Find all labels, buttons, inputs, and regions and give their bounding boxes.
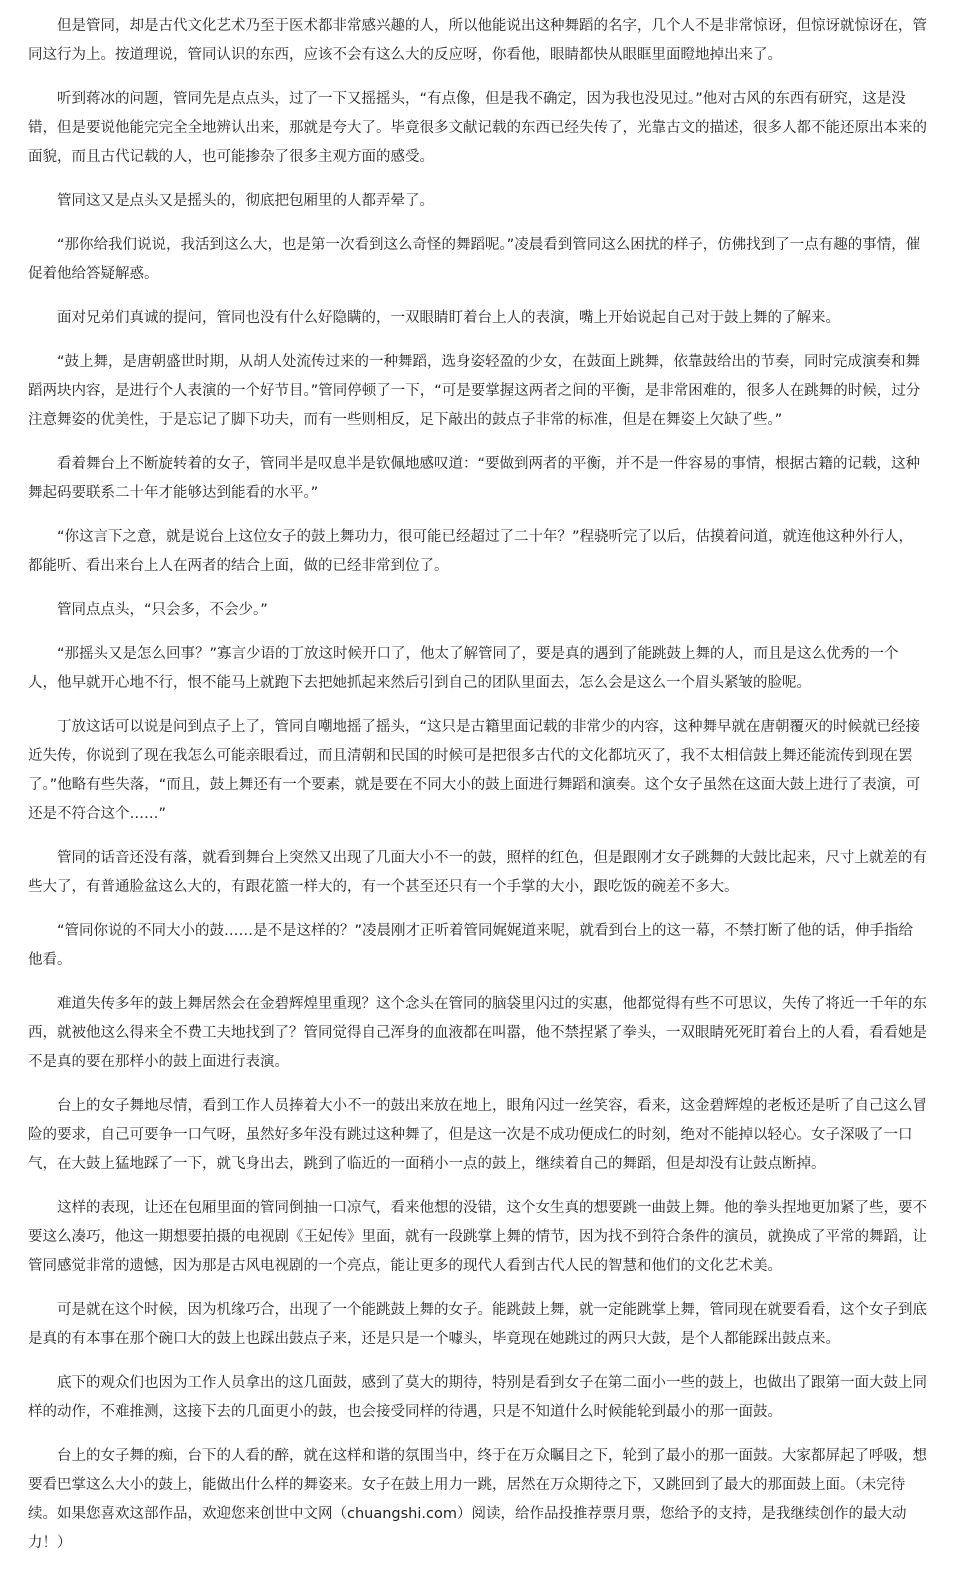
paragraph: 管同点点头，“只会多，不会少。” [28, 602, 268, 618]
paragraph: 丁放这话可以说是问到点子上了，管同自嘲地摇了摇头，“这只是古籍里面记载的非常少的内容，这种舞早就在唐朝覆灭的时候就已经接近失传，你说到了现在我怎么可能亲眼看过，而且清朝和民国的时候可是把很多古代的文化都坑灭了，我不太相信鼓上舞还能流传到现在罢了。”他略有些失落，“而且，鼓上舞还有一个要素，就是要在不同大小的鼓上面进行舞蹈和演奏。这个女子虽然在这面大鼓上进行了表演，可还是不符合这个……” [28, 719, 921, 822]
paragraph: 管同这又是点头又是摇头的，彻底把包厢里的人都弄晕了。 [28, 193, 434, 209]
paragraph: 面对兄弟们真诚的提问，管同也没有什么好隐瞒的，一双眼睛盯着台上人的表演，嘴上开始说起自己对于鼓上舞的了解来。 [28, 310, 840, 326]
paragraph: “你这言下之意，就是说台上这位女子的鼓上舞功力，很可能已经超过了二十年？”程骁听完了以后，估摸着问道，就连他这种外行人，都能听、看出来台上人在两者的结合上面，做的已经非常到位了。 [28, 529, 914, 574]
paragraph: 台上的女子舞的痴，台下的人看的醉，就在这样和谐的氛围当中，终于在万众瞩目之下，轮到了最小的那一面鼓。大家都屏起了呼吸，想要看巴掌这么大小的鼓上，能做出什么样的舞姿来。女子在鼓上用力一跳，居然在万众期待之下，又跳回到了最大的那面鼓上面。（未完待续。如果您喜欢这部作品，欢迎您来创世中文网（chuangshi.com）阅读，给作品投推荐票月票，您给予的支持，是我继续创作的最大动力！） [28, 1448, 927, 1551]
paragraph: “那摇头又是怎么回事？”寡言少语的丁放这时候开口了，他太了解管同了，要是真的遇到了能跳鼓上舞的人，而且是这么优秀的一个人，他早就开心地不行，恨不能马上就跑下去把她抓起来然后引到自己的团队里面去，怎么会是这么一个眉头紧皱的脸呢。 [28, 646, 899, 691]
paragraph: 台上的女子舞地尽情，看到工作人员捧着大小不一的鼓出来放在地上，眼角闪过一丝笑容，看来，这金碧辉煌的老板还是听了自己这么冒险的要求，自己可要争一口气呀，虽然好多年没有跳过这种舞了，但是这一次是不成功便成仁的时刻，绝对不能掉以轻心。女子深吸了一口气，在大鼓上猛地踩了一下，就飞身出去，跳到了临近的一面稍小一点的鼓上，继续着自己的舞蹈，但是却没有让鼓点断掉。 [28, 1098, 927, 1172]
paragraph: “那你给我们说说，我活到这么大，也是第一次看到这么奇怪的舞蹈呢。”凌晨看到管同这么困扰的样子，仿佛找到了一点有趣的事情，催促着他给答疑解惑。 [28, 237, 921, 282]
paragraph: 难道失传多年的鼓上舞居然会在金碧辉煌里重现？这个念头在管同的脑袋里闪过的实惠，他都觉得有些不可思议，失传了将近一千年的东西，就被他这么得来全不费工夫地找到了？管同觉得自己浑身的血液都在叫嚣，他不禁捏紧了拳头，一双眼睛死死盯着台上的人看，看看她是不是真的要在那样小的鼓上面进行表演。 [28, 996, 927, 1070]
paragraph: “鼓上舞，是唐朝盛世时期，从胡人处流传过来的一种舞蹈，选身姿轻盈的少女，在鼓面上跳舞，依靠鼓给出的节奏，同时完成演奏和舞蹈两块内容，是进行个人表演的一个好节目。”管同停顿了一下，“可是要掌握这两者之间的平衡，是非常困难的，很多人在跳舞的时候，过分注意舞姿的优美性，于是忘记了脚下功夫，而有一些则相反，足下敲出的鼓点子非常的标准，但是在舞姿上欠缺了些。” [28, 354, 921, 428]
paragraph: 听到蒋冰的问题，管同先是点点头，过了一下又摇摇头，“有点像，但是我不确定，因为我也没见过。”他对古风的东西有研究，这是没错，但是要说他能完完全全地辨认出来，那就是夸大了。毕竟很多文献记载的东西已经失传了，光靠古文的描述，很多人都不能还原出本来的面貌，而且古代记载的人，也可能掺杂了很多主观方面的感受。 [28, 91, 927, 165]
paragraph: 但是管同，却是古代文化艺术乃至于医术都非常感兴趣的人，所以他能说出这种舞蹈的名字，几个人不是非常惊讶，但惊讶就惊讶在，管同这行为上。按道理说，管同认识的东西，应该不会有这么大的反应呀，你看他，眼睛都快从眼眶里面瞪地掉出来了。 [28, 18, 927, 63]
paragraph: 这样的表现，让还在包厢里面的管同倒抽一口凉气，看来他想的没错，这个女生真的想要跳一曲鼓上舞。他的拳头捏地更加紧了些，要不要这么凑巧，他这一期想要拍摄的电视剧《王妃传》里面，就有一段跳掌上舞的情节，因为找不到符合条件的演员，就换成了平常的舞蹈，让管同感觉非常的遗憾，因为那是古风电视剧的一个亮点，能让更多的现代人看到古代人民的智慧和他们的文化艺术美。 [28, 1200, 927, 1274]
paragraph: 底下的观众们也因为工作人员拿出的这几面鼓，感到了莫大的期待，特别是看到女子在第二面小一些的鼓上，也做出了跟第一面大鼓上同样的动作，不难推测，这接下去的几面更小的鼓，也会接受同样的待遇，只是不知道什么时候能轮到最小的那一面鼓。 [28, 1375, 927, 1420]
paragraph: 可是就在这个时候，因为机缘巧合，出现了一个能跳鼓上舞的女子。能跳鼓上舞，就一定能跳掌上舞，管同现在就要看看，这个女子到底是真的有本事在那个碗口大的鼓上也踩出鼓点子来，还是只是一个噱头，毕竟现在她跳过的两只大鼓，是个人都能踩出鼓点来。 [28, 1302, 927, 1347]
paragraph: 看着舞台上不断旋转着的女子，管同半是叹息半是钦佩地感叹道：“要做到两者的平衡，并不是一件容易的事情，根据古籍的记载，这种舞起码要联系二十年才能够达到能看的水平。” [28, 456, 921, 501]
paragraph: 管同的话音还没有落，就看到舞台上突然又出现了几面大小不一的鼓，照样的红色，但是跟刚才女子跳舞的大鼓比起来，尺寸上就差的有些大了，有普通脸盆这么大的，有跟花篮一样大的，有一个甚至还只有一个手掌的大小，跟吃饭的碗差不多大。 [28, 850, 927, 895]
paragraph: “管同你说的不同大小的鼓……是不是这样的？”凌晨刚才正听着管同娓娓道来呢，就看到台上的这一幕，不禁打断了他的话，伸手指给他看。 [28, 923, 914, 968]
